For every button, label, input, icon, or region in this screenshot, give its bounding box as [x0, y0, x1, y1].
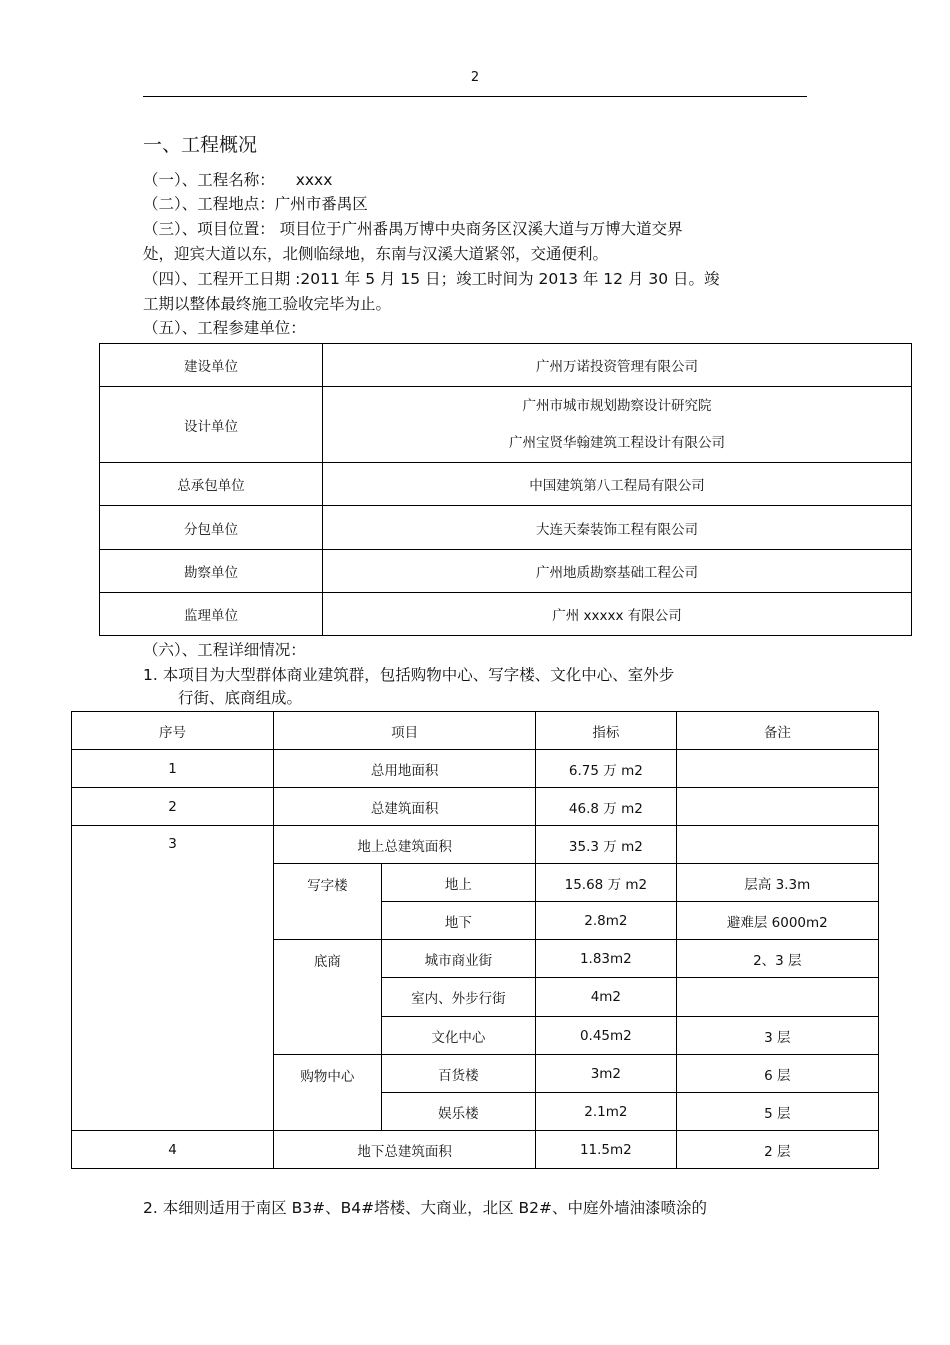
- details-heading: （六）、工程详细情况：: [143, 641, 306, 659]
- unit-label: 勘察单位: [100, 550, 323, 593]
- table-row: [72, 788, 879, 826]
- project-dates-line2: 工期以整体最终施工验收完毕为止。: [143, 295, 392, 313]
- row-no: 2: [72, 788, 274, 826]
- project-location: （二）、工程地点：广州市番禺区: [143, 195, 368, 213]
- group-office: 写字楼: [274, 864, 382, 940]
- row-item: 地上总建筑面积: [274, 826, 536, 864]
- sub-value: 4m2: [536, 978, 677, 1017]
- sub-note: 5 层: [676, 1093, 878, 1131]
- project-name-label: （一）、工程名称：: [143, 171, 275, 189]
- sub-note: [676, 978, 878, 1017]
- sub-note: 避难层 6000m2: [676, 902, 878, 940]
- table-row: [100, 387, 912, 463]
- sub-item: 百货楼: [381, 1055, 535, 1093]
- unit-value: 中国建筑第八工程局有限公司: [323, 463, 912, 506]
- row-note: [676, 826, 878, 864]
- row-value: 35.3 万 m2: [536, 826, 677, 864]
- sub-note: 3 层: [676, 1017, 878, 1055]
- sub-item: 地上: [381, 864, 535, 902]
- table-row: [100, 506, 912, 550]
- unit-label: 设计单位: [100, 387, 323, 463]
- table-row: [100, 463, 912, 506]
- sub-note: 2、3 层: [676, 940, 878, 978]
- unit-label: 建设单位: [100, 344, 323, 387]
- row-value: 46.8 万 m2: [536, 788, 677, 826]
- unit-value: 广州地质勘察基础工程公司: [323, 550, 912, 593]
- sub-item: 文化中心: [381, 1017, 535, 1055]
- row-note: 2 层: [676, 1131, 878, 1169]
- point2-line: 2. 本细则适用于南区 B3#、B4#塔楼、大商业，北区 B2#、中庭外墙油漆喷涂的: [143, 1199, 708, 1217]
- unit-label: 分包单位: [100, 506, 323, 550]
- table-row: [72, 750, 879, 788]
- sub-value: 1.83m2: [536, 940, 677, 978]
- project-position-line2: 处，迎宾大道以东，北侧临绿地，东南与汉溪大道紧邻，交通便利。: [143, 245, 609, 263]
- participants-heading: （五）、工程参建单位：: [143, 319, 306, 337]
- header-rule: [143, 96, 807, 97]
- row-value: 11.5m2: [536, 1131, 677, 1169]
- sub-item: 室内、外步行街: [381, 978, 535, 1017]
- row-item: 地下总建筑面积: [274, 1131, 536, 1169]
- unit-label: 总承包单位: [100, 463, 323, 506]
- point1-line2: 行街、底商组成。: [178, 689, 303, 707]
- sub-value: 2.8m2: [536, 902, 677, 940]
- project-dates-line1: （四）、工程开工日期 :2011 年 5 月 15 日；竣工时间为 2013 年 12 月 30 日。竣: [143, 270, 720, 288]
- table-row: [100, 593, 912, 636]
- detail-table: [71, 711, 879, 1169]
- row-note: [676, 750, 878, 788]
- unit-value: 大连天秦装饰工程有限公司: [323, 506, 912, 550]
- table-row: [100, 550, 912, 593]
- header-note: 备注: [676, 712, 878, 750]
- group-shops: 底商: [274, 940, 382, 1055]
- unit-value: 广州 xxxxx 有限公司: [323, 593, 912, 636]
- design-unit-1: 广州市城市规划勘察设计研究院: [522, 397, 712, 414]
- project-name-value: xxxx: [295, 171, 333, 189]
- header-value: 指标: [536, 712, 677, 750]
- table-row: [72, 1131, 879, 1169]
- row-no: 1: [72, 750, 274, 788]
- participants-table: [99, 343, 912, 636]
- header-no: 序号: [72, 712, 274, 750]
- sub-value: 2.1m2: [536, 1093, 677, 1131]
- table-row: [100, 344, 912, 387]
- row-no: 3: [72, 826, 274, 1131]
- header-item: 项目: [274, 712, 536, 750]
- sub-item: 娱乐楼: [381, 1093, 535, 1131]
- sub-value: 0.45m2: [536, 1017, 677, 1055]
- project-position-line1: （三）、项目位置： 项目位于广州番禺万博中央商务区汉溪大道与万博大道交界: [143, 220, 683, 238]
- unit-value: 广州万诺投资管理有限公司: [323, 344, 912, 387]
- row-item: 总建筑面积: [274, 788, 536, 826]
- unit-value: [323, 387, 912, 463]
- unit-label: 监理单位: [100, 593, 323, 636]
- table-header-row: [72, 712, 879, 750]
- project-name-line: [143, 170, 332, 190]
- point1-line1: 1. 本项目为大型群体商业建筑群，包括购物中心、写字楼、文化中心、室外步: [143, 666, 675, 684]
- row-no: 4: [72, 1131, 274, 1169]
- row-value: 6.75 万 m2: [536, 750, 677, 788]
- sub-item: 地下: [381, 902, 535, 940]
- section-title: 一、工程概况: [143, 134, 258, 156]
- sub-value: 3m2: [536, 1055, 677, 1093]
- group-mall: 购物中心: [274, 1055, 382, 1131]
- row-note: [676, 788, 878, 826]
- sub-value: 15.68 万 m2: [536, 864, 677, 902]
- sub-note: 6 层: [676, 1055, 878, 1093]
- row-item: 总用地面积: [274, 750, 536, 788]
- table-row: [72, 826, 879, 864]
- design-unit-2: 广州宝贤华翰建筑工程设计有限公司: [509, 434, 725, 451]
- sub-note: 层高 3.3m: [676, 864, 878, 902]
- page-number: 2: [470, 70, 480, 85]
- sub-item: 城市商业街: [381, 940, 535, 978]
